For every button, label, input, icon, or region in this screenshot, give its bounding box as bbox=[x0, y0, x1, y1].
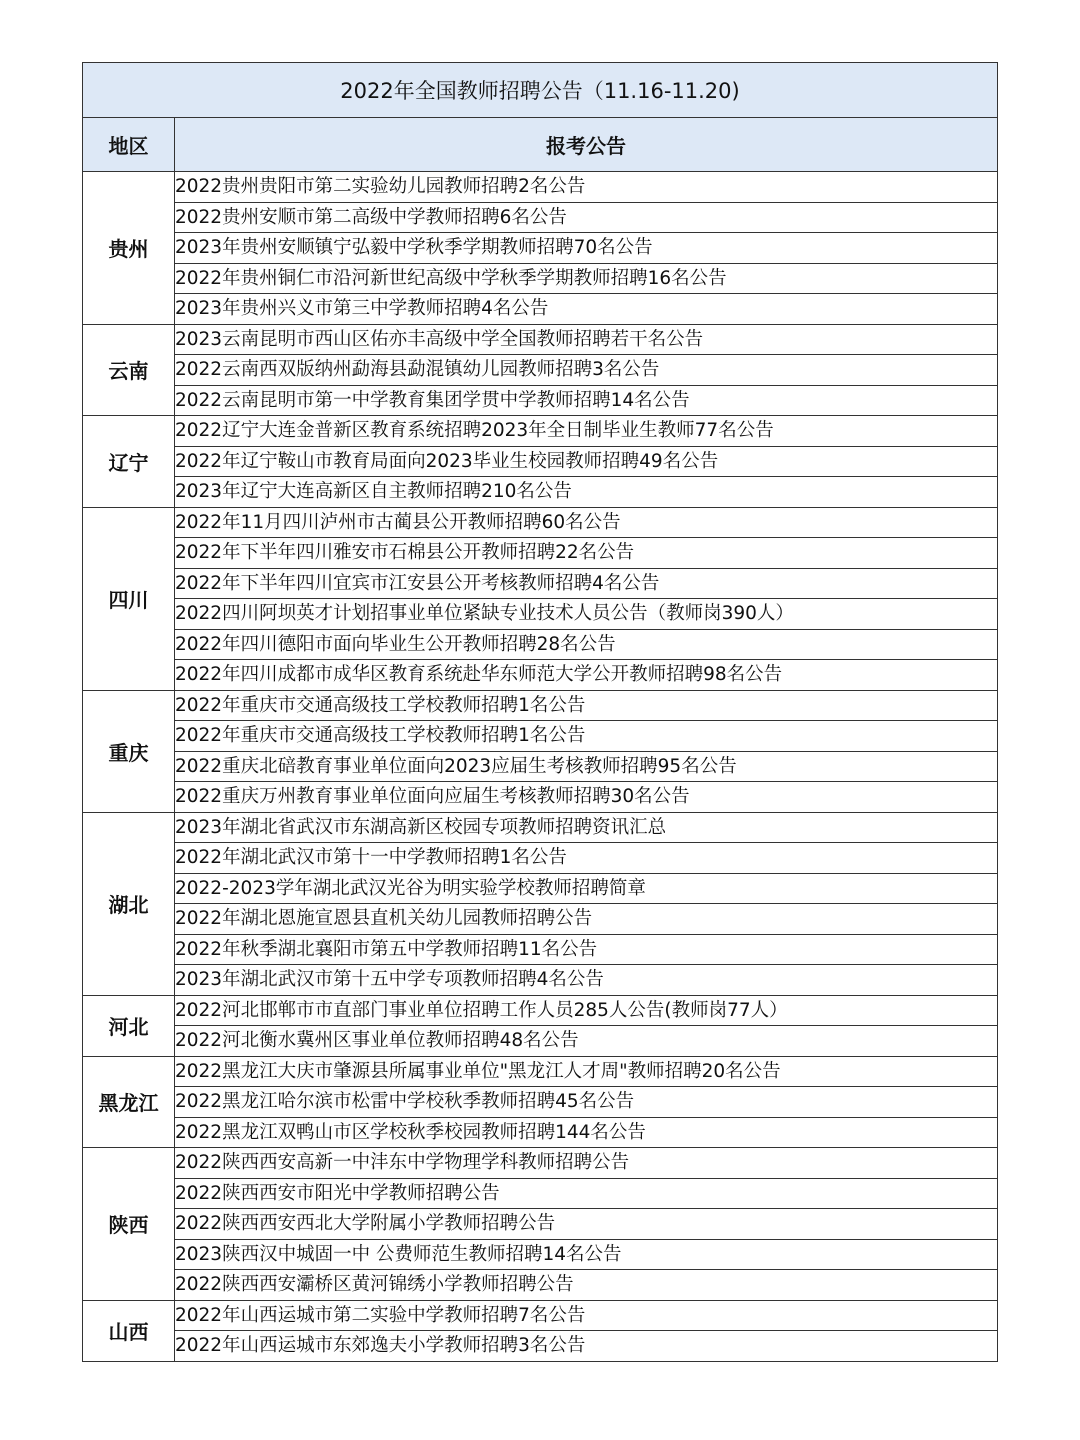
notice-item[interactable]: 2022重庆北碚教育事业单位面向2023应届生考核教师招聘95名公告 bbox=[175, 751, 998, 782]
notice-item[interactable]: 2022年下半年四川雅安市石棉县公开教师招聘22名公告 bbox=[175, 538, 998, 569]
notice-item[interactable]: 2022年秋季湖北襄阳市第五中学教师招聘11名公告 bbox=[175, 934, 998, 965]
table-row bbox=[83, 1026, 998, 1057]
table-row bbox=[83, 1300, 998, 1331]
table-row bbox=[83, 599, 998, 630]
table-row bbox=[83, 1239, 998, 1270]
table-row bbox=[83, 873, 998, 904]
notice-item[interactable]: 2022年四川成都市成华区教育系统赴华东师范大学公开教师招聘98名公告 bbox=[175, 660, 998, 691]
table-row bbox=[83, 263, 998, 294]
notice-item[interactable]: 2022四川阿坝英才计划招事业单位紧缺专业技术人员公告（教师岗390人） bbox=[175, 599, 998, 630]
notice-item[interactable]: 2022陕西西安西北大学附属小学教师招聘公告 bbox=[175, 1209, 998, 1240]
notice-item[interactable]: 2022云南西双版纳州勐海县勐混镇幼儿园教师招聘3名公告 bbox=[175, 355, 998, 386]
notice-table bbox=[82, 62, 998, 1362]
region-cell: 贵州 bbox=[83, 172, 175, 325]
notice-item[interactable]: 2022辽宁大连金普新区教育系统招聘2023年全日制毕业生教师77名公告 bbox=[175, 416, 998, 447]
table-row bbox=[83, 477, 998, 508]
region-cell: 重庆 bbox=[83, 690, 175, 812]
notice-item[interactable]: 2022河北衡水冀州区事业单位教师招聘48名公告 bbox=[175, 1026, 998, 1057]
notice-item[interactable]: 2022年山西运城市东郊逸夫小学教师招聘3名公告 bbox=[175, 1331, 998, 1362]
notice-item[interactable]: 2023年湖北武汉市第十五中学专项教师招聘4名公告 bbox=[175, 965, 998, 996]
table-row bbox=[83, 202, 998, 233]
notice-item[interactable]: 2022黑龙江哈尔滨市松雷中学校秋季教师招聘45名公告 bbox=[175, 1087, 998, 1118]
notice-item[interactable]: 2022黑龙江大庆市肇源县所属事业单位"黑龙江人才周"教师招聘20名公告 bbox=[175, 1056, 998, 1087]
table-row bbox=[83, 416, 998, 447]
notice-item[interactable]: 2023年贵州安顺镇宁弘毅中学秋季学期教师招聘70名公告 bbox=[175, 233, 998, 264]
table-row bbox=[83, 172, 998, 203]
table-row bbox=[83, 690, 998, 721]
notice-item[interactable]: 2022重庆万州教育事业单位面向应届生考核教师招聘30名公告 bbox=[175, 782, 998, 813]
region-cell: 山西 bbox=[83, 1300, 175, 1361]
notice-item[interactable]: 2023年湖北省武汉市东湖高新区校园专项教师招聘资讯汇总 bbox=[175, 812, 998, 843]
table-title: 2022年全国教师招聘公告（11.16-11.20) bbox=[83, 63, 998, 118]
region-cell: 辽宁 bbox=[83, 416, 175, 508]
notice-item[interactable]: 2022年11月四川泸州市古蔺县公开教师招聘60名公告 bbox=[175, 507, 998, 538]
region-cell: 黑龙江 bbox=[83, 1056, 175, 1148]
table-row bbox=[83, 1056, 998, 1087]
table-body bbox=[83, 172, 998, 1362]
table-row bbox=[83, 782, 998, 813]
notice-item[interactable]: 2023年辽宁大连高新区自主教师招聘210名公告 bbox=[175, 477, 998, 508]
region-header: 地区 bbox=[83, 118, 175, 172]
title-row bbox=[83, 63, 998, 118]
notice-item[interactable]: 2022贵州安顺市第二高级中学教师招聘6名公告 bbox=[175, 202, 998, 233]
table-row bbox=[83, 965, 998, 996]
notice-item[interactable]: 2022陕西西安灞桥区黄河锦绣小学教师招聘公告 bbox=[175, 1270, 998, 1301]
notice-item[interactable]: 2023陕西汉中城固一中 公费师范生教师招聘14名公告 bbox=[175, 1239, 998, 1270]
region-cell: 云南 bbox=[83, 324, 175, 416]
region-cell: 四川 bbox=[83, 507, 175, 690]
notice-item[interactable]: 2022年湖北恩施宣恩县直机关幼儿园教师招聘公告 bbox=[175, 904, 998, 935]
notice-item[interactable]: 2022年下半年四川宜宾市江安县公开考核教师招聘4名公告 bbox=[175, 568, 998, 599]
table-row bbox=[83, 1148, 998, 1179]
notice-item[interactable]: 2022年重庆市交通高级技工学校教师招聘1名公告 bbox=[175, 690, 998, 721]
table-row bbox=[83, 507, 998, 538]
table-row bbox=[83, 446, 998, 477]
notice-item[interactable]: 2022河北邯郸市市直部门事业单位招聘工作人员285人公告(教师岗77人） bbox=[175, 995, 998, 1026]
notice-item[interactable]: 2022年辽宁鞍山市教育局面向2023毕业生校园教师招聘49名公告 bbox=[175, 446, 998, 477]
table-row bbox=[83, 1178, 998, 1209]
table-row bbox=[83, 721, 998, 752]
notice-item[interactable]: 2022年山西运城市第二实验中学教师招聘7名公告 bbox=[175, 1300, 998, 1331]
table-row bbox=[83, 904, 998, 935]
header-row bbox=[83, 118, 998, 172]
table-row bbox=[83, 233, 998, 264]
table-row bbox=[83, 294, 998, 325]
table-row bbox=[83, 324, 998, 355]
notice-item[interactable]: 2022陕西西安高新一中沣东中学物理学科教师招聘公告 bbox=[175, 1148, 998, 1179]
notice-item[interactable]: 2022年重庆市交通高级技工学校教师招聘1名公告 bbox=[175, 721, 998, 752]
table-row bbox=[83, 751, 998, 782]
notice-item[interactable]: 2022年湖北武汉市第十一中学教师招聘1名公告 bbox=[175, 843, 998, 874]
table-row bbox=[83, 1331, 998, 1362]
table-row bbox=[83, 660, 998, 691]
table-row bbox=[83, 385, 998, 416]
notice-item[interactable]: 2022陕西西安市阳光中学教师招聘公告 bbox=[175, 1178, 998, 1209]
notice-item[interactable]: 2022云南昆明市第一中学教育集团学贯中学教师招聘14名公告 bbox=[175, 385, 998, 416]
notice-header: 报考公告 bbox=[175, 118, 998, 172]
notice-item[interactable]: 2022贵州贵阳市第二实验幼儿园教师招聘2名公告 bbox=[175, 172, 998, 203]
table-row bbox=[83, 568, 998, 599]
table-row bbox=[83, 934, 998, 965]
table-row bbox=[83, 629, 998, 660]
notice-item[interactable]: 2022年贵州铜仁市沿河新世纪高级中学秋季学期教师招聘16名公告 bbox=[175, 263, 998, 294]
table-row bbox=[83, 995, 998, 1026]
notice-item[interactable]: 2023云南昆明市西山区佑亦丰高级中学全国教师招聘若干名公告 bbox=[175, 324, 998, 355]
table-row bbox=[83, 1270, 998, 1301]
region-cell: 陕西 bbox=[83, 1148, 175, 1301]
table-row bbox=[83, 1209, 998, 1240]
notice-item[interactable]: 2022-2023学年湖北武汉光谷为明实验学校教师招聘简章 bbox=[175, 873, 998, 904]
notice-item[interactable]: 2022年四川德阳市面向毕业生公开教师招聘28名公告 bbox=[175, 629, 998, 660]
table-row bbox=[83, 843, 998, 874]
table-row bbox=[83, 355, 998, 386]
table-row bbox=[83, 538, 998, 569]
notice-item[interactable]: 2022黑龙江双鸭山市区学校秋季校园教师招聘144名公告 bbox=[175, 1117, 998, 1148]
region-cell: 河北 bbox=[83, 995, 175, 1056]
region-cell: 湖北 bbox=[83, 812, 175, 995]
table-row bbox=[83, 1117, 998, 1148]
table-row bbox=[83, 1087, 998, 1118]
notice-item[interactable]: 2023年贵州兴义市第三中学教师招聘4名公告 bbox=[175, 294, 998, 325]
table-row bbox=[83, 812, 998, 843]
